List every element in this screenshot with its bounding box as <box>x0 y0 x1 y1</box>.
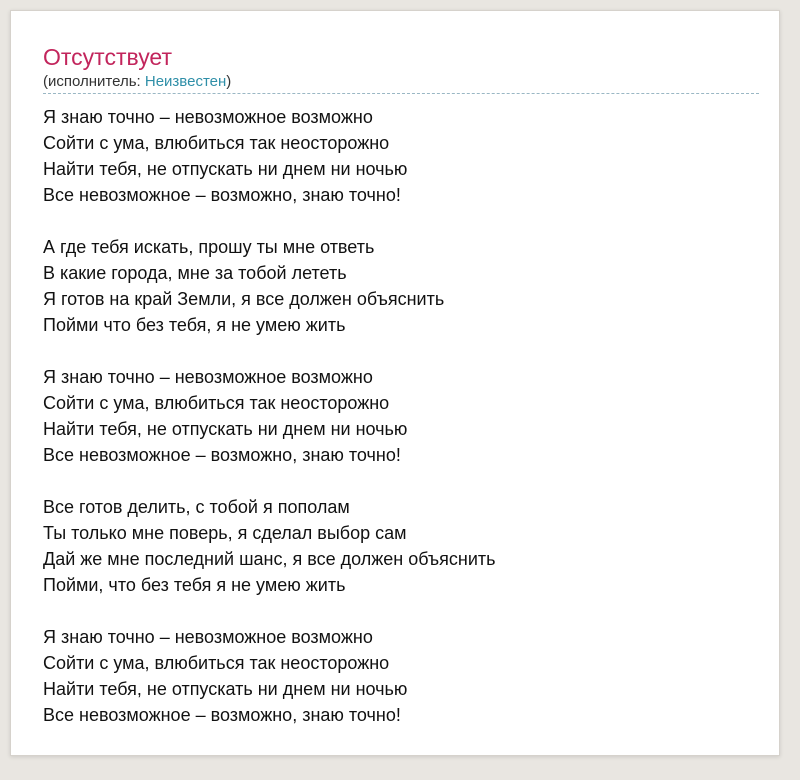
lyric-line: А где тебя искать, прошу ты мне ответь <box>43 237 375 257</box>
lyric-line: Сойти с ума, влюбиться так неосторожно <box>43 653 390 673</box>
lyric-line: Найти тебя, не отпускать ни днем ни ночью <box>43 159 408 179</box>
lyric-line: Пойми, что без тебя я не умею жить <box>43 575 346 595</box>
lyric-line: Все невозможное – возможно, знаю точно! <box>43 445 401 465</box>
lyric-line: Дай же мне последний шанс, я все должен объяснить <box>43 549 496 569</box>
lyric-line: Все готов делить, с тобой я пополам <box>43 497 350 517</box>
lyrics-body <box>43 104 759 728</box>
lyric-line: Все невозможное – возможно, знаю точно! <box>43 705 401 725</box>
stanza <box>43 234 759 338</box>
lyric-line: Я знаю точно – невозможное возможно <box>43 627 373 647</box>
artist-link[interactable]: Неизвестен <box>144 73 227 90</box>
lyric-line: Я знаю точно – невозможное возможно <box>43 107 373 127</box>
stanza <box>43 494 759 598</box>
song-title: Отсутствует <box>43 44 172 70</box>
stanza <box>43 364 759 468</box>
lyric-line: Пойми что без тебя, я не умею жить <box>43 315 346 335</box>
lyric-line: Все невозможное – возможно, знаю точно! <box>43 185 401 205</box>
lyric-line: Найти тебя, не отпускать ни днем ни ночью <box>43 679 408 699</box>
stanza <box>43 624 759 728</box>
stanza <box>43 104 759 208</box>
artist-line <box>43 73 759 94</box>
lyric-line: Найти тебя, не отпускать ни днем ни ночью <box>43 419 408 439</box>
lyric-line: Сойти с ума, влюбиться так неосторожно <box>43 133 390 153</box>
lyric-line: Сойти с ума, влюбиться так неосторожно <box>43 393 390 413</box>
lyric-line: В какие города, мне за тобой лететь <box>43 263 347 283</box>
artist-prefix: (исполнитель: <box>43 73 145 90</box>
lyric-line: Я знаю точно – невозможное возможно <box>43 367 373 387</box>
lyrics-card <box>10 10 780 756</box>
artist-suffix: ) <box>226 73 232 90</box>
lyric-line: Я готов на край Земли, я все должен объяснить <box>43 289 445 309</box>
lyric-line: Ты только мне поверь, я сделал выбор сам <box>43 523 407 543</box>
